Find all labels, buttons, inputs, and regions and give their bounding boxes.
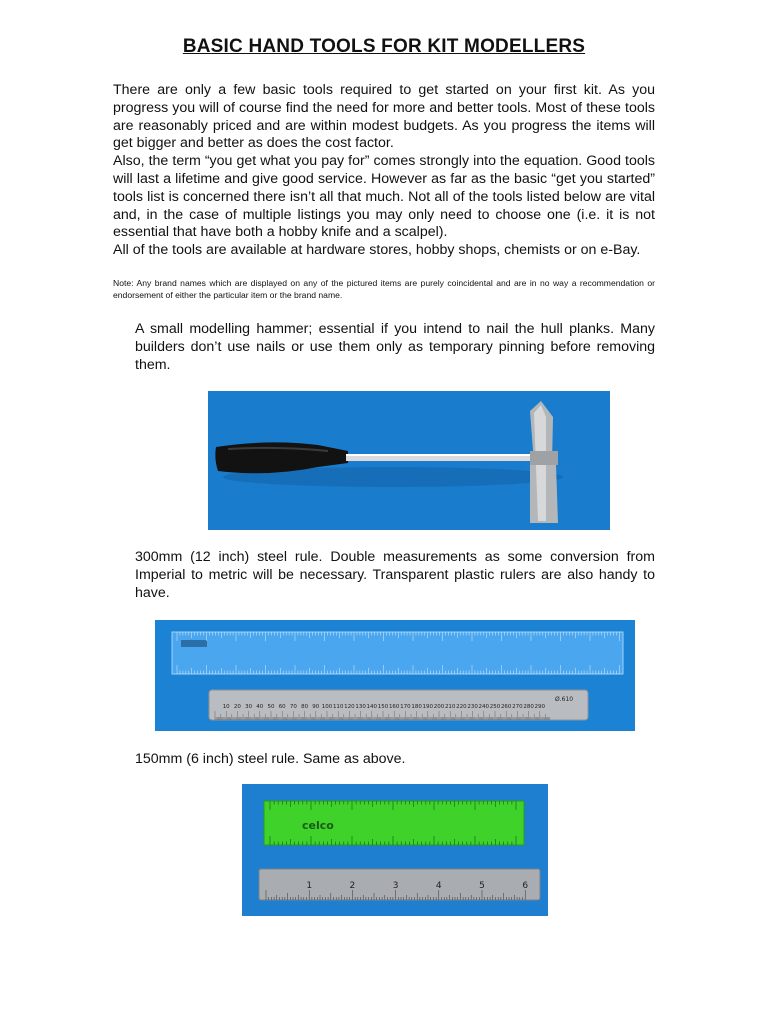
ruler-number: 5 — [479, 881, 485, 891]
ruler-number: 230 — [467, 704, 478, 710]
ruler-number: 4 — [435, 881, 442, 891]
ruler-number: 220 — [456, 704, 467, 710]
ruler-number: 170 — [400, 704, 411, 710]
ruler-number: 140 — [366, 704, 378, 710]
hammer-description: A small modelling hammer; essential if you intend to nail the hull planks. Many builders don’t use nails or use them only as temporary pinning before removing them. — [135, 321, 655, 373]
ruler-number: 3 — [392, 881, 399, 891]
ruler-number: 20 — [233, 704, 241, 710]
rulers-150mm-photo — [242, 784, 548, 916]
ruler-number: 190 — [422, 704, 434, 710]
ruler-number: 2 — [349, 881, 356, 891]
rule-300mm-description: 300mm (12 inch) steel rule. Double measurements as some conversion from Imperial to metric will be necessary. Transparent plastic rulers are also handy to have. — [135, 549, 655, 601]
ruler-number: 110 — [332, 704, 344, 710]
ruler-number: 260 — [500, 704, 512, 710]
ruler-number: 80 — [301, 704, 309, 710]
rule-150mm-description: 150mm (6 inch) steel rule. Same as above. — [135, 751, 406, 767]
ruler-number: 40 — [256, 704, 264, 710]
ruler-number: 270 — [512, 704, 523, 710]
page-title: BASIC HAND TOOLS FOR KIT MODELLERS — [182, 36, 586, 57]
ruler-number: 130 — [355, 704, 366, 710]
intro-text — [113, 82, 655, 260]
ruler-number: 280 — [523, 704, 534, 710]
ruler-number: 50 — [267, 704, 275, 710]
hammer-photo — [208, 391, 610, 530]
rulers-300mm-photo — [155, 620, 635, 731]
ruler-number: 100 — [321, 704, 333, 710]
ruler-number: 120 — [344, 704, 355, 710]
ruler-number: 210 — [444, 704, 456, 710]
ruler-number: 70 — [289, 704, 297, 710]
intro-paragraph: All of the tools are available at hardware stores, hobby shops, chemists or on e-Bay. — [113, 242, 641, 259]
ruler-number: 200 — [433, 704, 445, 710]
intro-paragraph: There are only a few basic tools required to get started on your first kit. As you progress you will of course find the need for more and better tools. Most of these tools are reasonably priced and are within modest budgets. As you progress the items will get bigger and better as does the cost factor. — [113, 82, 655, 152]
ruler-number: 60 — [278, 704, 286, 710]
ruler-number: 1 — [306, 881, 313, 891]
ruler-number: 10 — [222, 704, 230, 710]
steel-brand-label: Ø.610 — [555, 696, 574, 703]
ruler-number: 240 — [478, 704, 490, 710]
ruler-number: 180 — [411, 704, 422, 710]
ruler-number: 150 — [377, 704, 389, 710]
ruler-number: 90 — [312, 704, 320, 710]
ruler-number: 290 — [534, 704, 546, 710]
ruler-number: 30 — [245, 704, 253, 710]
ruler-number: 160 — [388, 704, 400, 710]
brand-note: Note: Any brand names which are displayed on any of the pictured items are purely coincidental and are in no way a recommendation or endorsement of either the particular item or the brand name. — [113, 278, 655, 300]
plastic-brand-label: celco — [302, 819, 334, 832]
ruler-number: 6 — [522, 881, 529, 891]
ruler-number: 250 — [489, 704, 501, 710]
intro-paragraph: Also, the term “you get what you pay for” comes strongly into the equation. Good tools will last a lifetime and give good service. However as far as the basic “get you started” tools list is concerned there isn’t all that much. Not all of the tools listed below are vital and, in the case of multiple listings you may only need to choose one (i.e. it is not essential that have both a hobby knife and a scalpel). — [113, 153, 655, 241]
